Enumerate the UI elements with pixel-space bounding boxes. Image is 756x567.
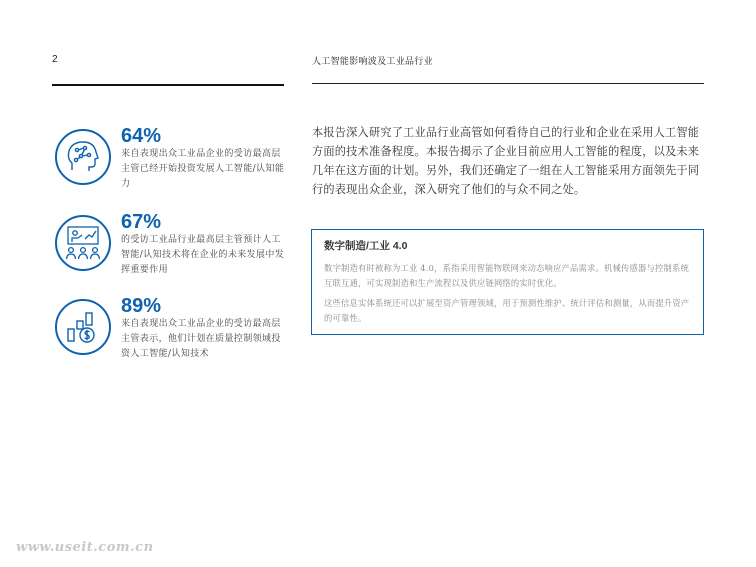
presentation-audience-icon [55, 215, 111, 271]
page-number: 2 [52, 54, 58, 65]
callout-paragraph: 这些信息实体系统还可以扩展至资产管理领域，用于预测性维护、统计评估和测量，从而提升资产的可靠性。 [324, 298, 690, 323]
stat-description: 的受访工业品行业最高层主管预计人工智能/认知技术将在企业的未来发展中发挥重要作用 [121, 235, 285, 275]
callout-paragraph: 数字制造有时被称为工业 4.0，系指采用智能物联网来动态响应产品需求。机械传感器与控制系统互联互通，可实现制造和生产流程以及供应链网络的实时优化。 [324, 263, 690, 288]
stat-block [52, 126, 292, 192]
running-title: 人工智能影响波及工业品行业 [312, 57, 433, 67]
digital-manufacturing-callout [311, 229, 704, 335]
site-watermark: www.useit.com.cn [16, 540, 154, 555]
stat-percent: 67% [121, 211, 162, 233]
stat-description: 来自表现出众工业品企业的受访最高层主管已经开始投资发展人工智能/认知能力 [121, 149, 285, 189]
callout-title: 数字制造/工业 4.0 [324, 240, 408, 252]
stat-percent: 89% [121, 295, 162, 317]
growth-bars-dollar-icon [55, 299, 111, 355]
stat-block [52, 212, 292, 278]
stat-percent: 64% [121, 125, 162, 147]
header-rule-left [52, 84, 284, 86]
stat-description: 来自表现出众工业品企业的受访最高层主管表示，他们计划在质量控制领域投资人工智能/认知技术 [121, 319, 281, 359]
ai-head-circuit-icon [55, 129, 111, 185]
stat-block [52, 296, 292, 362]
intro-paragraph: 本报告深入研究了工业品行业高管如何看待自己的行业和企业在采用人工智能方面的技术准备程度。本报告揭示了企业目前应用人工智能的程度，以及未来几年在这方面的计划。另外，我们还确定了一组在人工智能采用方面领先于同行的表现出众企业，深入研究了他们的与众不同之处。 [312, 126, 700, 196]
header-rule-right [312, 83, 704, 84]
